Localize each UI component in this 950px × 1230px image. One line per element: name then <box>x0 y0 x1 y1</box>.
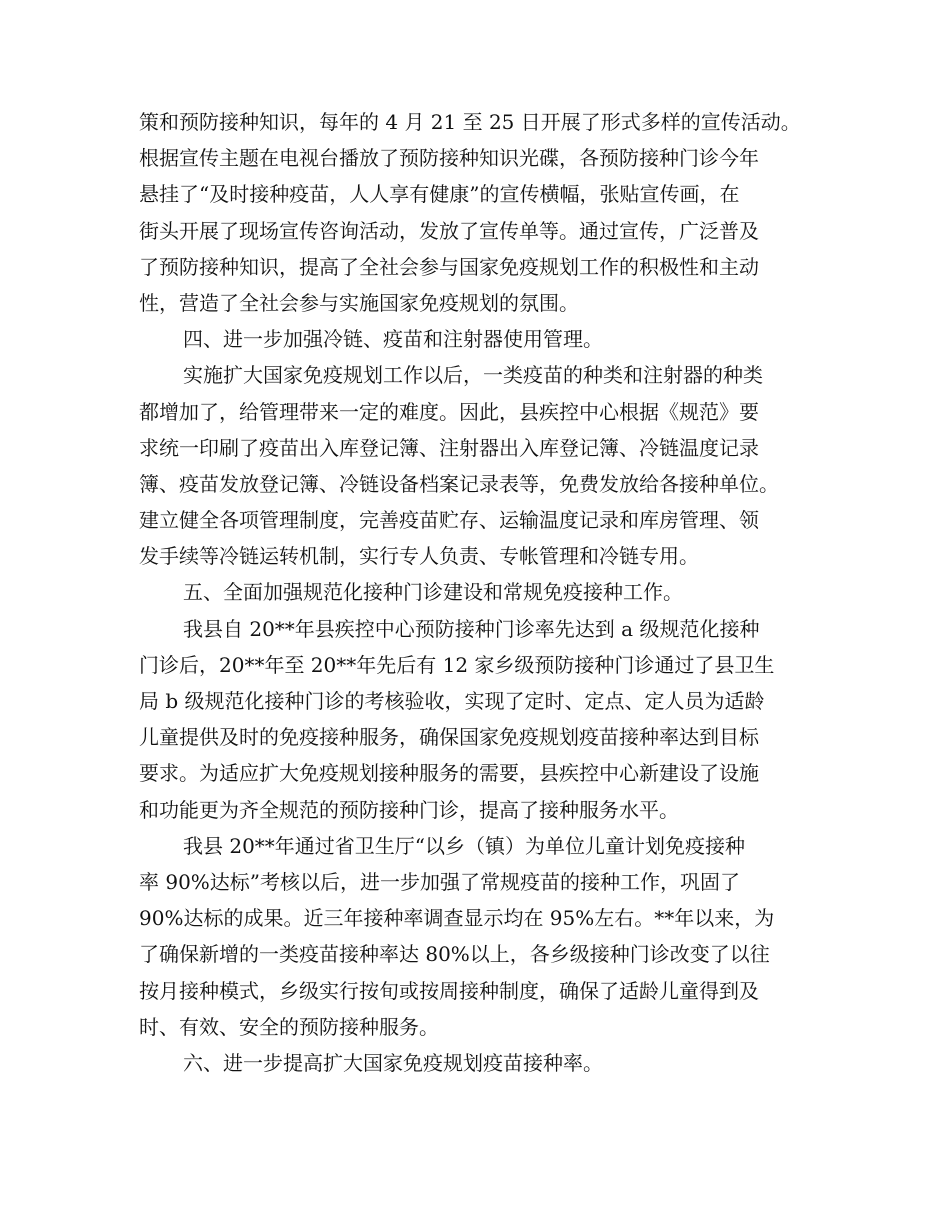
paragraph-start-line: 我县自 20**年县疾控中心预防接种门诊率先达到 a 级规范化接种 <box>183 616 760 641</box>
text-line: 根据宣传主题在电视台播放了预防接种知识光碟，各预防接种门诊今年 <box>139 146 759 171</box>
text-line: 局 b 级规范化接种门诊的考核验收，实现了定时、定点、定人员为适龄 <box>139 689 765 713</box>
paragraph-start-line: 实施扩大国家免疫规划工作以后，一类疫苗的种类和注射器的种类 <box>183 363 763 388</box>
text-line: 时、有效、安全的预防接种服务。 <box>139 1014 439 1039</box>
paragraph-start-line: 四、进一步加强冷链、疫苗和注射器使用管理。 <box>183 327 603 352</box>
text-line: 簿、疫苗发放登记簿、冷链设备档案记录表等，免费发放给各接种单位。 <box>139 471 779 496</box>
text-line: 都增加了，给管理带来一定的难度。因此，县疾控中心根据《规范》要 <box>139 399 759 424</box>
text-line: 了确保新增的一类疫苗接种率达 80%以上，各乡级接种门诊改变了以往 <box>139 942 770 967</box>
text-line: 街头开展了现场宣传咨询活动，发放了宣传单等。通过宣传，广泛普及 <box>139 218 759 243</box>
text-line: 90%达标的成果。近三年接种率调查显示均在 95%左右。**年以来，为 <box>139 906 775 931</box>
text-line: 悬挂了“及时接种疫苗，人人享有健康”的宣传横幅，张贴宣传画，在 <box>139 182 740 207</box>
text-line: 了预防接种知识，提高了全社会参与国家免疫规划工作的积极性和主动 <box>139 254 759 279</box>
paragraph-start-line: 我县 20**年通过省卫生厅“以乡（镇）为单位儿童计划免疫接种 <box>183 833 746 858</box>
paragraph-start-line: 六、进一步提高扩大国家免疫规划疫苗接种率。 <box>183 1050 603 1075</box>
text-line: 发手续等冷链运转机制，实行专人负责、专帐管理和冷链专用。 <box>139 544 699 569</box>
text-line: 和功能更为齐全规范的预防接种门诊，提高了接种服务水平。 <box>139 797 679 822</box>
text-line: 建立健全各项管理制度，完善疫苗贮存、运输温度记录和库房管理、领 <box>139 508 759 533</box>
text-line: 门诊后，20**年至 20**年先后有 12 家乡级预防接种门诊通过了县卫生 <box>139 652 775 677</box>
text-line: 率 90%达标”考核以后，进一步加强了常规疫苗的接种工作，巩固了 <box>139 869 741 894</box>
text-line: 按月接种模式，乡级实行按旬或按周接种制度，确保了适龄儿童得到及 <box>139 978 759 1003</box>
text-line: 性，营造了全社会参与实施国家免疫规划的氛围。 <box>139 290 579 315</box>
text-line: 要求。为适应扩大免疫规划接种服务的需要，县疾控中心新建设了设施 <box>139 761 759 786</box>
text-line: 策和预防接种知识，每年的 4 月 21 至 25 日开展了形式多样的宣传活动。 <box>139 110 801 134</box>
text-line: 求统一印刷了疫苗出入库登记簿、注射器出入库登记簿、冷链温度记录 <box>139 435 759 460</box>
body-text <box>139 104 820 1081</box>
text-line: 儿童提供及时的免疫接种服务，确保国家免疫规划疫苗接种率达到目标 <box>139 725 759 750</box>
paragraph-start-line: 五、全面加强规范化接种门诊建设和常规免疫接种工作。 <box>183 580 683 605</box>
